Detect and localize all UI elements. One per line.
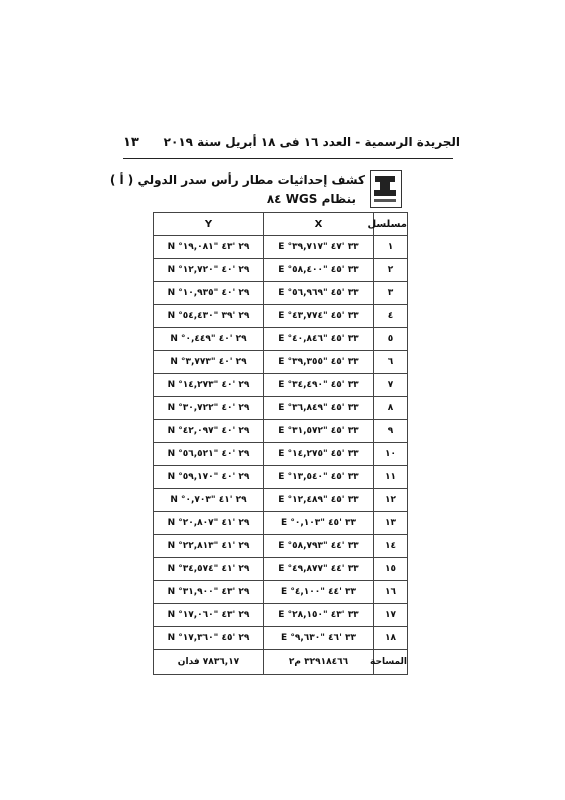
- document-title: كشف إحداثيات مطار رأس سدر الدولي ( أ ): [109, 173, 365, 187]
- header-divider: [123, 158, 453, 159]
- serial-cell: ٦: [374, 351, 408, 374]
- x-cell: E °٣٣ '٤٥ "٠,١٠٣: [264, 512, 374, 535]
- y-cell: N °٢٩ '٤٠ "١٤,٢٧٣: [154, 374, 264, 397]
- x-cell: E °٣٣ '٤٦ "٩,٦٣٠: [264, 627, 374, 650]
- serial-cell: ١: [374, 236, 408, 259]
- header-serial: مسلسل: [374, 213, 408, 236]
- y-cell: N °٢٩ '٤٠ "٠,٤٤٩: [154, 328, 264, 351]
- table-row: [154, 374, 408, 397]
- x-cell: E °٣٣ '٤٥ "٣٩,٣٥٥: [264, 351, 374, 374]
- x-cell: E °٣٣ '٤٤ "٥٨,٧٩٣: [264, 535, 374, 558]
- page-header: [105, 133, 460, 155]
- document-subtitle: بنظام WGS ٨٤: [266, 192, 356, 206]
- y-cell: N °٢٩ '٤٠ "١٠,٩٣٥: [154, 282, 264, 305]
- serial-cell: ٧: [374, 374, 408, 397]
- x-cell: E °٣٣ '٤٥ "٣٤,٤٩٠: [264, 374, 374, 397]
- serial-cell: ٣: [374, 282, 408, 305]
- page-number: ١٣: [123, 135, 139, 150]
- table-row: [154, 535, 408, 558]
- y-cell: N °٢٩ '٤٣ "٣١,٩٠٠: [154, 581, 264, 604]
- table-row: [154, 466, 408, 489]
- header-x: X: [264, 213, 374, 236]
- serial-cell: ٤: [374, 305, 408, 328]
- y-cell: N °٢٩ '٤٠ "٥٩,١٧٠: [154, 466, 264, 489]
- serial-cell: ١٧: [374, 604, 408, 627]
- table-row: [154, 443, 408, 466]
- y-cell: N °٢٩ '٤٣ "١٧,٠٦٠: [154, 604, 264, 627]
- x-cell: E °٣٣ '٤٥ "٣١,٥٧٢: [264, 420, 374, 443]
- area-square-meters: ٣٢٩١٨٤٦٦ م٢: [264, 650, 374, 675]
- total-area-row: [154, 650, 408, 675]
- y-cell: N °٢٩ '٤٥ "١٧,٣٦٠: [154, 627, 264, 650]
- table-row: [154, 627, 408, 650]
- serial-cell: ١٥: [374, 558, 408, 581]
- table-row: [154, 351, 408, 374]
- table-row: [154, 512, 408, 535]
- serial-cell: ١٨: [374, 627, 408, 650]
- serial-cell: ١٣: [374, 512, 408, 535]
- table-row: [154, 420, 408, 443]
- x-cell: E °٣٣ '٤٥ "٥٨,٤٠٠: [264, 259, 374, 282]
- table-row: [154, 558, 408, 581]
- coordinates-table: [153, 212, 408, 675]
- area-feddan: ٧٨٣٦,١٧ فدان: [154, 650, 264, 675]
- y-cell: N °٢٩ '٤٠ "١٢,٧٢٠: [154, 259, 264, 282]
- table-header-row: [154, 213, 408, 236]
- x-cell: E °٣٣ '٤٥ "١٤,٢٧٥: [264, 443, 374, 466]
- y-cell: N °٢٩ '٤٠ "٣٠,٧٢٢: [154, 397, 264, 420]
- y-cell: N °٢٩ '٤١ "٣٤,٥٧٤: [154, 558, 264, 581]
- x-cell: E °٣٣ '٤٥ "٤٠,٨٤٦: [264, 328, 374, 351]
- serial-cell: ٢: [374, 259, 408, 282]
- table-row: [154, 397, 408, 420]
- serial-cell: ٨: [374, 397, 408, 420]
- header-y: Y: [154, 213, 264, 236]
- emblem-logo-icon: [370, 170, 402, 208]
- area-label: المساحة: [374, 650, 408, 675]
- y-cell: N °٢٩ '٤٠ "٥٦,٥٢١: [154, 443, 264, 466]
- x-cell: E °٣٣ '٤٥ "٣٦,٨٤٩: [264, 397, 374, 420]
- serial-cell: ١٠: [374, 443, 408, 466]
- y-cell: N °٢٩ '٤٣ "١٩,٠٨١: [154, 236, 264, 259]
- x-cell: E °٣٣ '٤٤ "٤,١٠٠: [264, 581, 374, 604]
- table-row: [154, 305, 408, 328]
- serial-cell: ٥: [374, 328, 408, 351]
- x-cell: E °٣٣ '٤٥ "١٣,٥٤٠: [264, 466, 374, 489]
- table-row: [154, 259, 408, 282]
- y-cell: N °٢٩ '٤١ "٢٢,٨١٣: [154, 535, 264, 558]
- y-cell: N °٢٩ '٤١ "٢٠,٨٠٧: [154, 512, 264, 535]
- table-row: [154, 581, 408, 604]
- x-cell: E °٣٣ '٤٥ "٤٣,٧٧٤: [264, 305, 374, 328]
- x-cell: E °٣٣ '٤٤ "٤٩,٨٧٧: [264, 558, 374, 581]
- serial-cell: ١١: [374, 466, 408, 489]
- serial-cell: ١٤: [374, 535, 408, 558]
- serial-cell: ١٢: [374, 489, 408, 512]
- x-cell: E °٣٣ '٤٥ "١٢,٤٨٩: [264, 489, 374, 512]
- running-title: الجريدة الرسمية - العدد ١٦ فى ١٨ أبريل سنة ٢٠١٩: [163, 135, 460, 149]
- y-cell: N °٢٩ '٣٩ "٥٤,٤٣٠: [154, 305, 264, 328]
- y-cell: N °٢٩ '٤٠ "٣,٧٧٣: [154, 351, 264, 374]
- serial-cell: ٩: [374, 420, 408, 443]
- y-cell: N °٢٩ '٤١ "٠,٧٠٣: [154, 489, 264, 512]
- table-row: [154, 328, 408, 351]
- serial-cell: ١٦: [374, 581, 408, 604]
- table-row: [154, 282, 408, 305]
- y-cell: N °٢٩ '٤٠ "٤٢,٠٩٧: [154, 420, 264, 443]
- table-row: [154, 604, 408, 627]
- table-row: [154, 489, 408, 512]
- x-cell: E °٣٣ '٤٥ "٥٦,٩٦٩: [264, 282, 374, 305]
- x-cell: E °٣٣ '٤٣ "٢٨,١٥٠: [264, 604, 374, 627]
- x-cell: E °٣٣ '٤٧ "٣٩,٧١٧: [264, 236, 374, 259]
- table-row: [154, 236, 408, 259]
